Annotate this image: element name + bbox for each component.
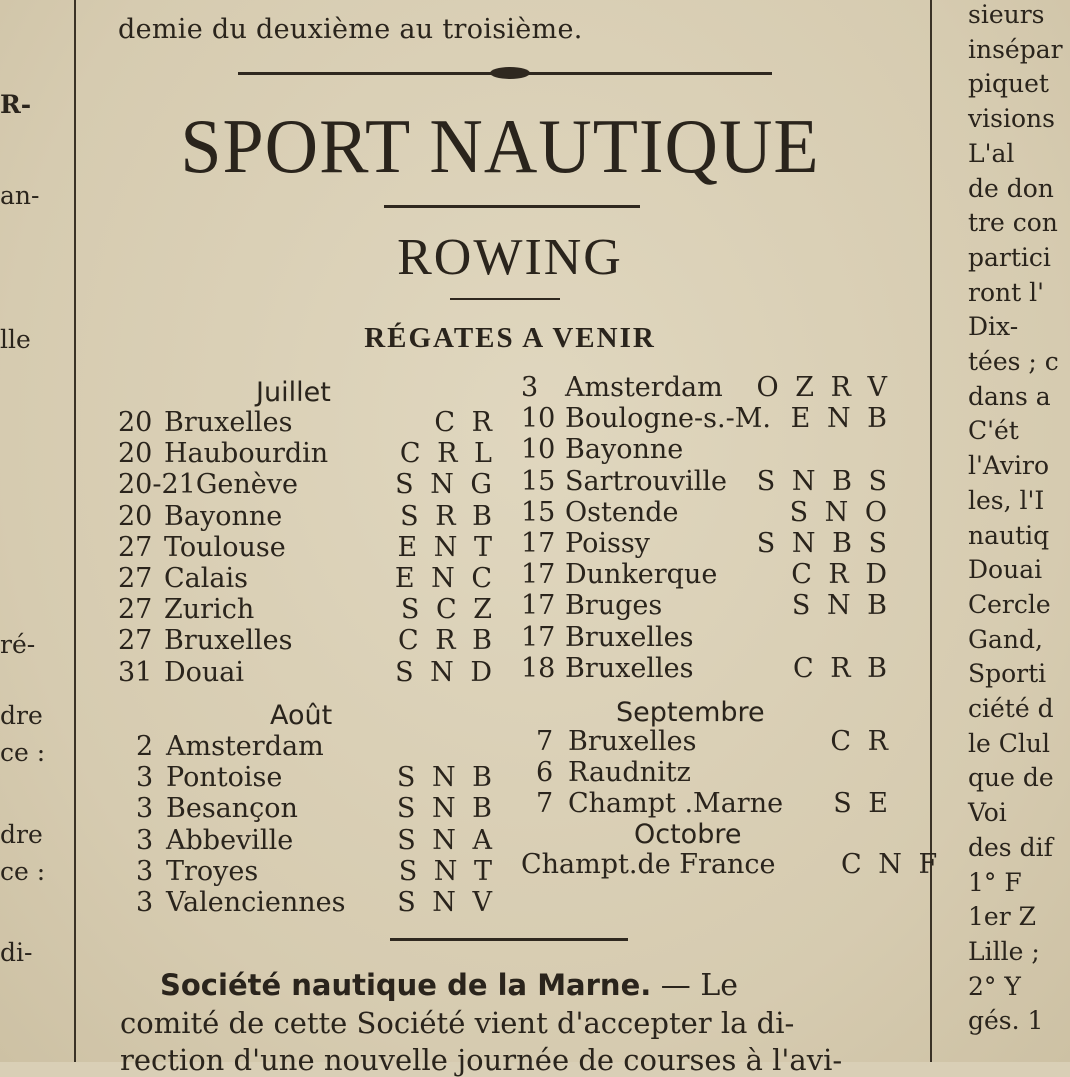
right-fragment: nautiq <box>968 520 1050 550</box>
month-juillet: Juillet <box>256 377 331 408</box>
row-code: C R <box>434 407 496 438</box>
row-day: 20-21 <box>118 469 196 501</box>
row-place: Bruxelles <box>164 407 293 438</box>
row-place: Bruxelles <box>568 726 697 757</box>
row-place: Ostende <box>565 496 679 528</box>
heading-rowing: ROWING <box>397 229 623 286</box>
right-fragment: les, l'I <box>968 485 1045 515</box>
right-fragment: visions <box>968 104 1055 134</box>
row-code: S C Z <box>400 594 496 626</box>
row-code: E N C <box>394 563 496 594</box>
right-fragment: Gand, <box>968 624 1043 654</box>
row-place: Champt .Marne <box>568 788 784 820</box>
heading-sport-nautique: SPORT NAUTIQUE <box>180 103 820 191</box>
row-day: 7 <box>536 788 554 820</box>
row-code: S N O <box>789 496 891 528</box>
right-fragment: Voi <box>968 798 1007 828</box>
row-code: C R B <box>398 625 496 657</box>
row-code: S N B S <box>756 528 891 559</box>
row-day: 3 <box>136 887 154 918</box>
row-day: 10 <box>521 403 556 435</box>
row-place: Raudnitz <box>568 757 691 789</box>
row-day: 2 <box>136 731 154 762</box>
octobre-place: Champt.de France <box>521 849 776 880</box>
right-fragment: le Clul <box>968 728 1050 758</box>
right-fragment: 1° F <box>968 867 1022 897</box>
rule-under-rowing <box>450 298 560 300</box>
right-fragment: ciété d <box>968 694 1054 723</box>
left-fragment: ce : <box>0 857 46 886</box>
row-place: Bruxelles <box>565 621 694 653</box>
right-fragment: ront l' <box>968 277 1044 307</box>
left-fragment: lle <box>0 325 31 354</box>
right-fragment: piquet <box>968 69 1049 99</box>
row-code: S N B S <box>756 465 891 497</box>
octobre-row <box>521 849 942 880</box>
row-place: Haubourdin <box>164 438 329 470</box>
row-place: Abbeville <box>166 824 294 856</box>
row-code: E N T <box>397 531 496 563</box>
row-day: 10 <box>521 434 556 466</box>
left-fragment: an- <box>0 181 40 210</box>
top-text-line: demie du deuxième au troisième. <box>118 14 583 45</box>
paragraph-line-2: comité de cette Société vient d'accepter la di- <box>120 1006 795 1040</box>
row-day: 3 <box>136 824 154 856</box>
right-fragment: gés. 1 <box>968 1006 1044 1036</box>
right-fragment: insépar <box>968 34 1063 64</box>
left-fragment: ré- <box>0 630 36 659</box>
row-day: 3 <box>521 372 539 403</box>
row-day: 17 <box>521 621 556 653</box>
row-place: Pontoise <box>166 762 283 794</box>
row-day: 20 <box>118 407 153 438</box>
right-fragment: partici <box>968 242 1051 272</box>
month-octobre: Octobre <box>634 819 742 850</box>
right-fragment: tre con <box>968 208 1058 238</box>
right-fragment: Cercle <box>968 589 1051 619</box>
row-day: 15 <box>521 465 556 497</box>
row-code: C R D <box>791 559 891 591</box>
right-fragment: tées ; c <box>968 347 1059 376</box>
right-fragment: 2° Y <box>968 971 1021 1001</box>
row-place: Toulouse <box>164 531 286 563</box>
row-day: 27 <box>118 594 153 626</box>
column-rule-left <box>74 0 76 1062</box>
row-day: 15 <box>521 496 556 528</box>
row-code: S N V <box>397 887 496 918</box>
rule-above-paragraph <box>390 938 628 941</box>
row-day: 17 <box>521 559 556 591</box>
heading-regates: RÉGATES A VENIR <box>364 322 656 354</box>
row-place: Besançon <box>166 793 298 825</box>
row-code: S R B <box>400 500 496 532</box>
left-fragment: ce : <box>0 738 46 767</box>
paragraph-lead-rest: — Le <box>651 968 739 1003</box>
row-day: 3 <box>136 762 154 794</box>
row-code: S N B <box>396 762 496 794</box>
row-place: Zurich <box>164 594 255 626</box>
left-fragment: dre <box>0 701 43 730</box>
row-code: S N B <box>791 590 891 622</box>
row-place: Bruges <box>565 590 663 622</box>
octobre-code: C N F <box>841 849 942 880</box>
right-fragment: des dif <box>968 832 1053 862</box>
ornament-center <box>490 67 530 79</box>
row-code: S N B <box>396 793 496 825</box>
row-code: S N A <box>397 824 496 856</box>
row-day: 3 <box>136 793 154 825</box>
row-day: 7 <box>536 726 554 757</box>
row-day: 3 <box>136 855 154 887</box>
row-code: C R <box>830 726 892 757</box>
row-day: 27 <box>118 531 153 563</box>
left-fragment: di- <box>0 938 33 967</box>
row-place: Calais <box>164 563 248 594</box>
left-fragment: dre <box>0 820 43 849</box>
row-day: 17 <box>521 528 556 559</box>
row-code: S E <box>833 788 892 820</box>
row-day: 18 <box>521 652 556 684</box>
row-code: O Z R V <box>756 372 891 403</box>
row-day: 20 <box>118 438 153 470</box>
paragraph-lead: Société nautique de la Marne. <box>160 968 652 1002</box>
row-day: 31 <box>118 656 153 688</box>
right-fragment: sieurs <box>968 0 1045 29</box>
right-fragment: Dix- <box>968 312 1019 342</box>
row-place: Dunkerque <box>565 559 718 591</box>
row-place: Douai <box>164 656 245 688</box>
row-code: S N G <box>395 469 496 501</box>
row-code: C R B <box>793 652 891 684</box>
right-fragment: 1er Z <box>968 902 1036 932</box>
rule-under-sport <box>384 205 640 208</box>
row-place: Amsterdam <box>166 731 324 762</box>
paragraph-line-3: rection d'une nouvelle journée de courses à l'avi- <box>120 1043 843 1077</box>
column-rule-right <box>930 0 932 1062</box>
row-code: S N T <box>398 855 496 887</box>
right-fragment: que de <box>968 763 1054 793</box>
row-place: Bayonne <box>164 500 283 532</box>
row-place: Bayonne <box>565 434 684 466</box>
row-place: Amsterdam <box>565 372 723 403</box>
right-fragment: Douai <box>968 555 1043 585</box>
paragraph-line-1 <box>160 968 738 1003</box>
right-fragment: dans a <box>968 381 1051 411</box>
row-code: C R L <box>399 438 496 470</box>
row-place: Boulogne-s.-M. <box>565 403 771 435</box>
row-place: Troyes <box>166 855 259 887</box>
left-fragment: R- <box>0 90 32 119</box>
month-aout: Août <box>270 700 333 731</box>
row-place: Sartrouville <box>565 465 728 497</box>
row-day: 27 <box>118 625 153 657</box>
right-fragment: Sporti <box>968 659 1047 689</box>
row-place: Bruxelles <box>164 625 293 657</box>
row-day: 20 <box>118 500 153 532</box>
row-place: Poissy <box>565 528 650 559</box>
month-septembre: Septembre <box>616 697 765 728</box>
row-code: S N D <box>395 656 496 688</box>
row-place: Genève <box>195 469 298 501</box>
row-place: Bruxelles <box>565 652 694 684</box>
row-code: E N B <box>790 403 891 435</box>
row-place: Valenciennes <box>166 887 346 918</box>
right-fragment: C'ét <box>968 416 1019 446</box>
right-fragment: L'al <box>968 138 1015 168</box>
right-fragment: de don <box>968 173 1054 203</box>
row-day: 6 <box>536 757 554 789</box>
right-fragment: l'Aviro <box>968 451 1050 481</box>
right-fragment: Lille ; <box>968 936 1040 966</box>
row-day: 27 <box>118 563 153 594</box>
row-day: 17 <box>521 590 556 622</box>
